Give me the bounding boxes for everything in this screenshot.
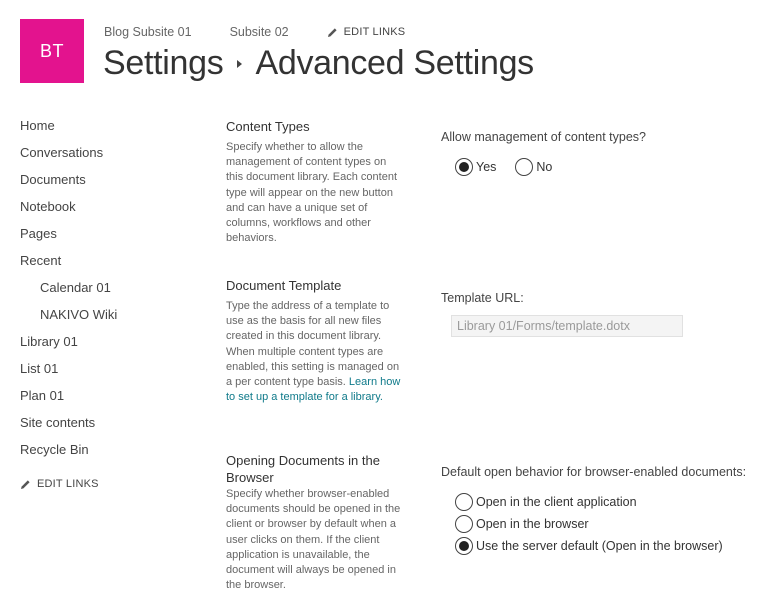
pencil-icon xyxy=(327,27,338,38)
edit-links-label: EDIT LINKS xyxy=(343,26,406,38)
radio-browser-label[interactable]: Open in the browser xyxy=(476,517,589,531)
open-behavior-field xyxy=(441,465,746,557)
pencil-icon xyxy=(20,479,31,490)
top-link-subsite-02[interactable]: Subsite 02 xyxy=(229,25,289,39)
opening-documents-description: Specify whether browser-enabled documents should be opened in the client or browser by default when a user clicks on them. If the client application is unavailable, the document will always be opened in the browser. xyxy=(226,488,401,592)
radio-server-default-label[interactable]: Use the server default (Open in the browser) xyxy=(476,539,723,553)
opening-documents-heading: Opening Documents in the Browser xyxy=(226,453,380,485)
sidebar-item-home[interactable]: Home xyxy=(20,118,55,133)
sidebar-item-documents[interactable]: Documents xyxy=(20,172,86,187)
top-navigation xyxy=(104,25,405,39)
document-template-heading: Document Template xyxy=(226,278,342,293)
learn-template-link[interactable]: Learn how to set up a template for a library. xyxy=(226,376,401,404)
open-behavior-options xyxy=(455,491,746,557)
edit-links-label: EDIT LINKS xyxy=(37,478,99,490)
sidebar-item-nakivo-wiki[interactable]: NAKIVO Wiki xyxy=(40,307,118,322)
document-template-section xyxy=(226,277,406,405)
opening-documents-section xyxy=(226,452,406,593)
top-link-blog-subsite-01[interactable]: Blog Subsite 01 xyxy=(104,25,192,39)
content-types-options xyxy=(455,158,646,176)
content-types-description: Specify whether to allow the management of content types on this document library. Each content type will appear on the new button and can have a unique set of columns, workflows and other behaviors. xyxy=(226,141,397,245)
document-template-description: Type the address of a template to use as the basis for all new files created in this document library. When multiple content types are enabled, this setting is managed on a per content type basis. xyxy=(226,300,400,389)
option-browser-row[interactable] xyxy=(455,513,746,535)
radio-yes[interactable] xyxy=(455,158,473,176)
sidebar-item-conversations[interactable]: Conversations xyxy=(20,145,104,160)
template-url-input[interactable]: Library 01/Forms/template.dotx xyxy=(451,315,683,337)
sidebar-item-library-01[interactable]: Library 01 xyxy=(20,334,78,349)
radio-client-app-label[interactable]: Open in the client application xyxy=(476,495,637,509)
sidebar-item-list-01[interactable]: List 01 xyxy=(20,361,59,376)
radio-server-default[interactable] xyxy=(455,537,473,555)
radio-client-app[interactable] xyxy=(455,493,473,511)
content-types-section xyxy=(226,118,406,246)
sidebar-item-calendar-01[interactable]: Calendar 01 xyxy=(40,280,111,295)
breadcrumb-separator-icon xyxy=(237,60,242,68)
sidebar-edit-links-button[interactable] xyxy=(20,478,210,490)
top-edit-links-button[interactable] xyxy=(327,26,406,38)
template-url-label: Template URL: xyxy=(441,291,524,305)
document-template-description-block xyxy=(226,299,406,405)
sidebar-item-notebook[interactable]: Notebook xyxy=(20,199,76,214)
sidebar-item-site-contents[interactable]: Site contents xyxy=(20,415,96,430)
radio-yes-label[interactable]: Yes xyxy=(476,160,497,174)
radio-no-label[interactable]: No xyxy=(536,160,553,174)
breadcrumb-advanced-settings: Advanced Settings xyxy=(255,44,534,82)
sidebar-item-plan-01[interactable]: Plan 01 xyxy=(20,388,65,403)
content-types-field xyxy=(441,130,646,176)
sidebar-item-recent[interactable]: Recent xyxy=(20,253,62,268)
template-url-field xyxy=(441,291,683,337)
content-types-heading: Content Types xyxy=(226,119,310,134)
option-server-default-row[interactable] xyxy=(455,535,746,557)
content-types-question: Allow management of content types? xyxy=(441,130,646,144)
open-behavior-question: Default open behavior for browser-enabled documents: xyxy=(441,465,747,479)
site-logo-initials: BT xyxy=(39,40,64,61)
sidebar-item-recycle-bin[interactable]: Recycle Bin xyxy=(20,442,89,457)
radio-no[interactable] xyxy=(515,158,533,176)
page-title xyxy=(103,44,534,83)
quick-launch xyxy=(20,117,210,490)
sidebar-item-pages[interactable]: Pages xyxy=(20,226,57,241)
option-client-app-row[interactable] xyxy=(455,491,746,513)
site-logo[interactable] xyxy=(20,19,84,83)
radio-browser[interactable] xyxy=(455,515,473,533)
breadcrumb-settings[interactable]: Settings xyxy=(103,44,224,82)
